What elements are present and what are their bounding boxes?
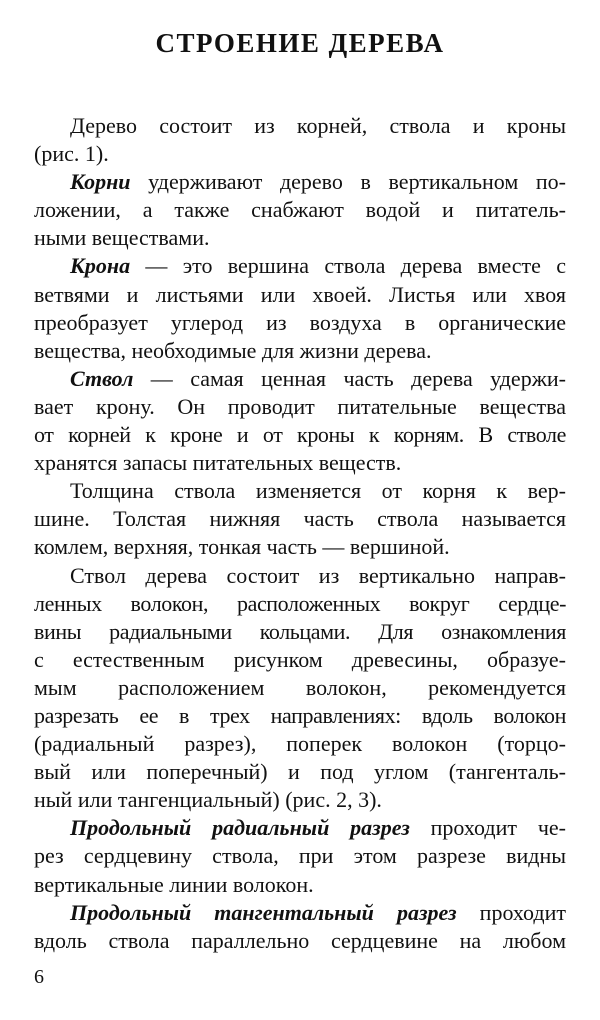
line-text: преобразует углерод из воздуха в органические [34,309,566,335]
paragraph-line [34,421,566,449]
paragraph-line [34,618,566,646]
body-text [34,112,566,955]
term-tangential-cut: Продольный тангентальный разрез [70,899,457,925]
paragraph-line [34,393,566,421]
line-text: мым расположением волокон, рекомендуется [34,674,566,700]
line-text: ветвями и листьями или хвоей. Листья или хвоя [34,281,566,307]
line-text: вает крону. Он проводит питательные вещества [34,393,566,419]
line-text: ный или тангенциальный) (рис. 2, 3). [34,787,382,813]
line-text: вертикальные линии волокон. [34,871,314,897]
line-text: — самая ценная часть дерева удержи- [133,365,566,391]
line-text: хранятся запасы питательных веществ. [34,450,402,476]
line-text: с естественным рисунком древесины, образуе- [34,646,566,672]
paragraph-line [34,871,566,899]
paragraph-line [34,449,566,477]
paragraph-line [34,814,566,842]
paragraph-line [34,590,566,618]
line-text: проходит [456,899,566,925]
line-text: Толщина ствола изменяется от корня к вер- [70,478,566,504]
line-text: рез сердцевину ствола, при этом разрезе видны [34,843,566,869]
line-text: шине. Толстая нижняя часть ствола называется [34,506,566,532]
paragraph-line [34,533,566,561]
page-title: СТРОЕНИЕ ДЕРЕВА [155,28,445,58]
paragraph-line [34,477,566,505]
paragraph-line [34,927,566,955]
paragraph-line [34,758,566,786]
line-text: ложении, а также снабжают водой и питатель- [34,197,566,223]
paragraph-line [34,702,566,730]
paragraph-line [34,196,566,224]
line-text: Ствол дерева состоит из вертикально направ- [70,562,566,588]
paragraph-line [34,140,566,168]
paragraph-line [34,224,566,252]
line-text: — это вершина ствола дерева вместе с [130,253,566,279]
page-number: 6 [34,966,44,988]
paragraph-line [34,281,566,309]
paragraph-line [34,365,566,393]
line-text: комлем, верхняя, тонкая часть — вершиной. [34,534,450,560]
line-text: (радиальный разрез), поперек волокон (торцо- [34,731,566,757]
line-text: от корней к кроне и от кроны к корням. В стволе [34,422,566,448]
line-text: разрезать ее в трех направлениях: вдоль волокон [34,702,566,728]
line-text: вины радиальными кольцами. Для ознакомления [34,618,566,644]
paragraph-line [34,842,566,870]
line-text: Дерево состоит из корней, ствола и кроны [70,113,566,138]
paragraph-line [34,168,566,196]
line-text: ными веществами. [34,225,210,251]
line-text: вый или поперечный) и под углом (тангенталь- [34,759,566,785]
term-roots: Корни [70,169,131,195]
paragraph-line [34,730,566,758]
line-text: проходит че- [409,815,566,841]
line-text: ленных волокон, расположенных вокруг сердце- [34,590,566,616]
line-text: вещества, необходимые для жизни дерева. [34,337,432,363]
line-text: удерживают дерево в вертикальном по- [130,169,566,195]
term-trunk: Ствол [70,365,134,391]
line-text: вдоль ствола параллельно сердцевине на любом [34,927,566,953]
line-text: (рис. 1). [34,141,109,167]
paragraph-line [34,646,566,674]
paragraph-line [34,337,566,365]
term-radial-cut: Продольный радиальный разрез [70,815,410,841]
paragraph-line [34,112,566,140]
paragraph-line [34,562,566,590]
paragraph-line [34,674,566,702]
paragraph-line [34,252,566,280]
paragraph-line [34,899,566,927]
paragraph-line [34,786,566,814]
paragraph-line [34,505,566,533]
term-crown: Крона [70,253,131,279]
paragraph-line [34,309,566,337]
